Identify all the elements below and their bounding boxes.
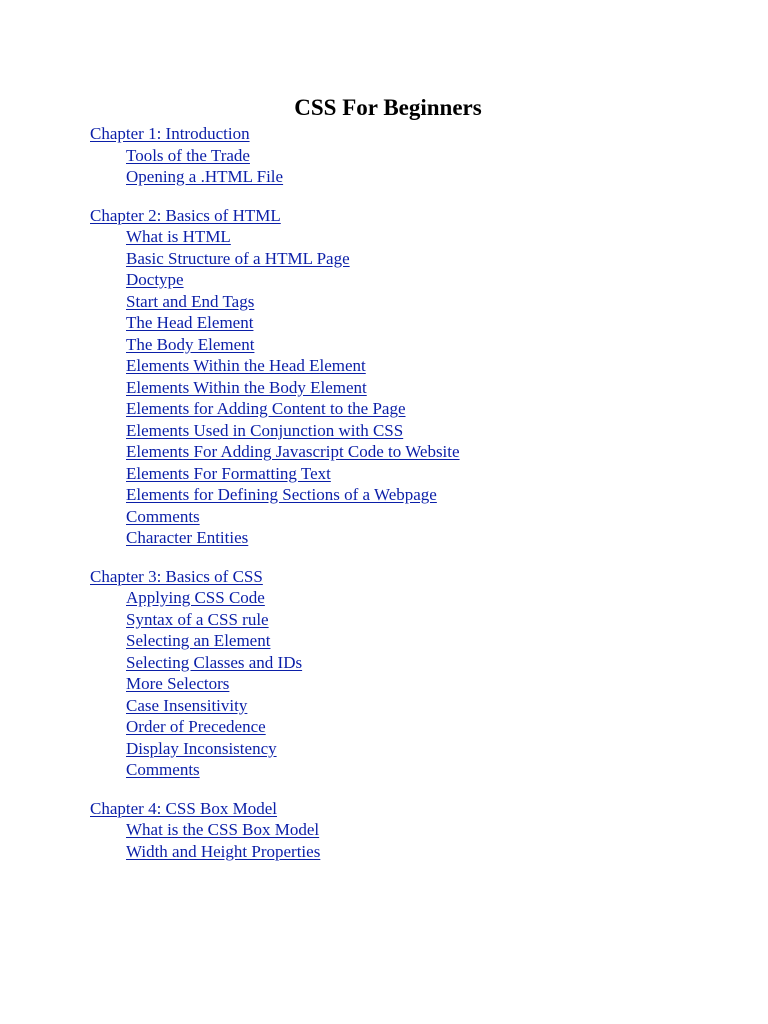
toc-link-order-of-precedence[interactable]: Order of Precedence — [126, 717, 266, 736]
toc-link-body-element[interactable]: The Body Element — [126, 334, 255, 354]
chapter-4-group — [90, 798, 730, 863]
toc-link-elements-within-head[interactable]: Elements Within the Head Element — [126, 356, 366, 375]
chapter-1-group — [90, 123, 730, 188]
toc-link-elements-with-css[interactable]: Elements Used in Conjunction with CSS — [126, 420, 404, 440]
toc-link-doctype[interactable]: Doctype — [126, 270, 184, 289]
toc-link-basic-structure[interactable]: Basic Structure of a HTML Page — [126, 248, 350, 268]
chapter-1-link[interactable]: Chapter 1: Introduction — [90, 124, 250, 143]
toc-link-character-entities[interactable]: Character Entities — [126, 528, 249, 547]
chapter-4-link[interactable]: Chapter 4: CSS Box Model — [90, 798, 278, 818]
toc-link-applying-css-code[interactable]: Applying CSS Code — [126, 588, 265, 607]
toc-link-elements-defining-sections[interactable]: Elements for Defining Sections of a Webpage — [126, 485, 437, 504]
chapter-2-link[interactable]: Chapter 2: Basics of HTML — [90, 205, 281, 225]
chapter-3-link[interactable]: Chapter 3: Basics of CSS — [90, 566, 263, 586]
toc-link-css-box-model[interactable]: What is the CSS Box Model — [126, 820, 320, 839]
toc-link-elements-formatting-text[interactable]: Elements For Formatting Text — [126, 463, 331, 483]
toc-link-head-element[interactable]: The Head Element — [126, 313, 254, 332]
toc-link-start-end-tags[interactable]: Start and End Tags — [126, 291, 255, 311]
toc-link-more-selectors[interactable]: More Selectors — [126, 674, 230, 693]
toc-link-comments-html[interactable]: Comments — [126, 506, 200, 526]
document-title: CSS For Beginners — [294, 95, 482, 120]
table-of-contents — [90, 123, 730, 862]
chapter-2-group — [90, 205, 730, 549]
toc-link-what-is-html[interactable]: What is HTML — [126, 227, 231, 246]
toc-link-tools-of-the-trade[interactable]: Tools of the Trade — [126, 145, 250, 165]
toc-link-display-inconsistency[interactable]: Display Inconsistency — [126, 738, 277, 758]
toc-link-elements-javascript[interactable]: Elements For Adding Javascript Code to Website — [126, 442, 460, 461]
toc-link-elements-adding-content[interactable]: Elements for Adding Content to the Page — [126, 399, 406, 418]
toc-link-comments-css[interactable]: Comments — [126, 760, 200, 779]
toc-link-width-height-properties[interactable]: Width and Height Properties — [126, 841, 321, 861]
toc-link-syntax-css-rule[interactable]: Syntax of a CSS rule — [126, 609, 269, 629]
toc-link-elements-within-body[interactable]: Elements Within the Body Element — [126, 377, 367, 397]
toc-link-selecting-classes-ids[interactable]: Selecting Classes and IDs — [126, 652, 303, 672]
chapter-3-group — [90, 566, 730, 781]
toc-link-opening-html-file[interactable]: Opening a .HTML File — [126, 167, 284, 186]
toc-link-selecting-element[interactable]: Selecting an Element — [126, 631, 271, 650]
toc-link-case-insensitivity[interactable]: Case Insensitivity — [126, 695, 248, 715]
